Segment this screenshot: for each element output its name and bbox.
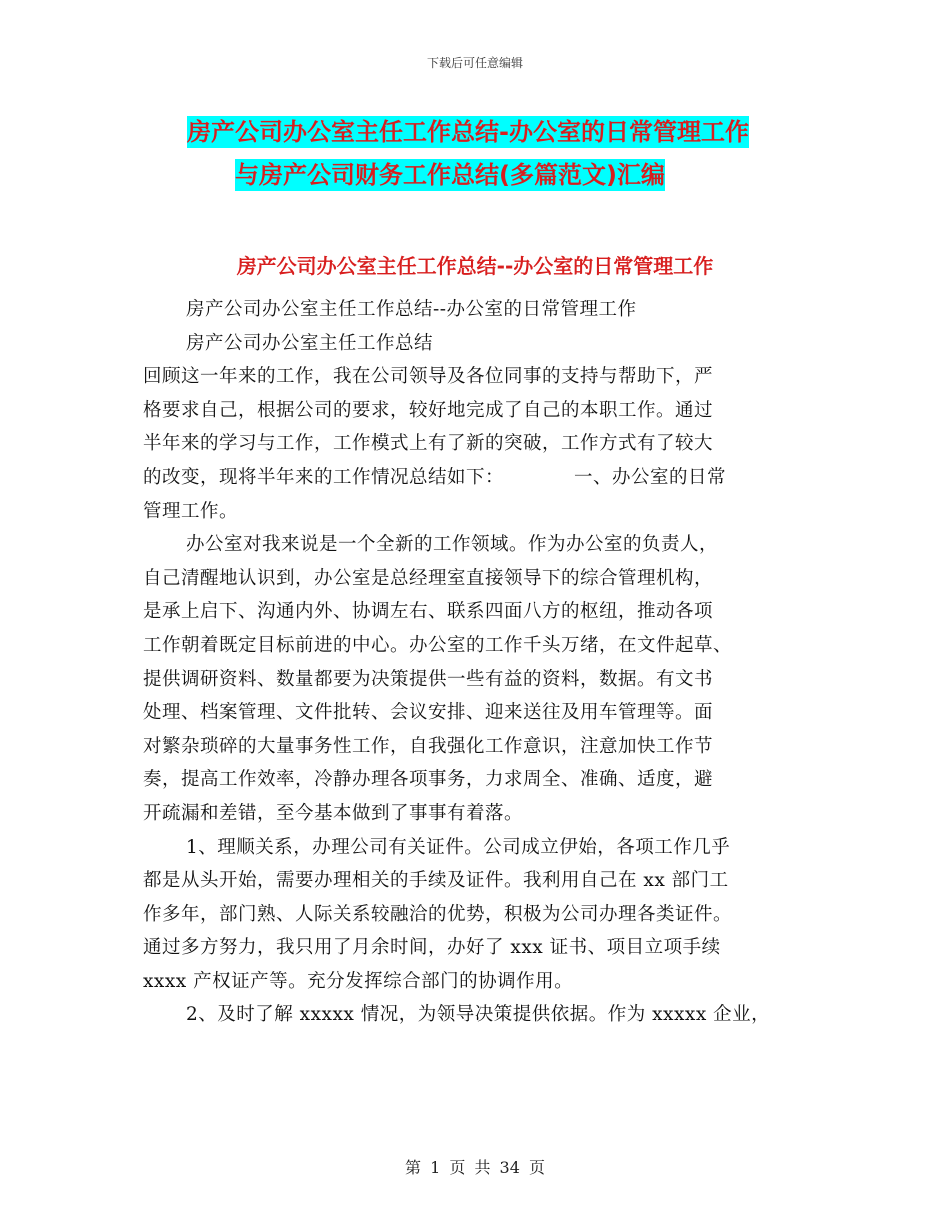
paragraph-line: 都是从头开始，需要办理相关的手续及证件。我利用自己在 xx 部门工 <box>143 870 729 892</box>
paragraph-line: 通过多方努力，我只用了月余时间，办好了 xxx 证书、项目立项手续 <box>143 937 721 959</box>
paragraph-line: 处理、档案管理、文件批转、会议安排、迎来送往及用车管理等。面 <box>143 702 714 724</box>
document-title-line-2: 与房产公司财务工作总结(多篇范文)汇编 <box>235 161 665 189</box>
paragraph-line: 提供调研资料、数量都要为决策提供一些有益的资料，数据。有文书 <box>143 668 714 690</box>
paragraph-line: xxxx 产权证产等。充分发挥综合部门的协调作用。 <box>143 970 574 992</box>
body-text <box>143 293 813 1032</box>
page-footer: 第 1 页 共 34 页 <box>405 1158 545 1177</box>
paragraph-line: 格要求自己，根据公司的要求，较好地完成了自己的本职工作。通过 <box>143 399 714 421</box>
section-heading: 房产公司办公室主任工作总结--办公室的日常管理工作 <box>236 254 714 278</box>
header-note: 下载后可任意编辑 <box>426 56 523 70</box>
paragraph-line: 的改变，现将半年来的工作情况总结如下： 一、办公室的日常 <box>143 466 727 488</box>
paragraph-line: 管理工作。 <box>143 500 239 522</box>
document-title-line-1: 房产公司办公室主任工作总结-办公室的日常管理工作 <box>187 118 749 146</box>
paragraph-line: 开疏漏和差错，至今基本做到了事事有着落。 <box>143 802 524 824</box>
intro-line: 房产公司办公室主任工作总结 <box>186 332 434 354</box>
paragraph-line: 1、理顺关系，办理公司有关证件。公司成立伊始，各项工作几乎 <box>186 836 731 858</box>
paragraph-line: 2、及时了解 xxxxx 情况，为领导决策提供依据。作为 xxxxx 企业， <box>186 1004 771 1026</box>
intro-line: 房产公司办公室主任工作总结--办公室的日常管理工作 <box>186 299 637 320</box>
paragraph-line: 对繁杂琐碎的大量事务性工作，自我强化工作意识，注意加快工作节 <box>143 735 714 757</box>
paragraph-line: 工作朝着既定目标前进的中心。办公室的工作千头万绪，在文件起草、 <box>143 634 733 656</box>
inline-heading: 一、办公室的日常 <box>574 466 727 488</box>
paragraph-line: 回顾这一年来的工作，我在公司领导及各位同事的支持与帮助下，严 <box>143 366 714 388</box>
paragraph-line: 奏，提高工作效率，冷静办理各项事务，力求周全、准确、适度，避 <box>143 769 714 791</box>
paragraph-line: 半年来的学习与工作，工作模式上有了新的突破，工作方式有了较大 <box>143 433 714 455</box>
paragraph-line: 自己清醒地认识到，办公室是总经理室直接领导下的综合管理机构， <box>143 567 714 589</box>
paragraph-line: 作多年，部门熟、人际关系较融洽的优势，积极为公司办理各类证件。 <box>143 903 733 925</box>
paragraph-line: 办公室对我来说是一个全新的工作领域。作为办公室的负责人， <box>186 534 719 556</box>
paragraph-line: 是承上启下、沟通内外、协调左右、联系四面八方的枢纽，推动各项 <box>143 601 714 623</box>
